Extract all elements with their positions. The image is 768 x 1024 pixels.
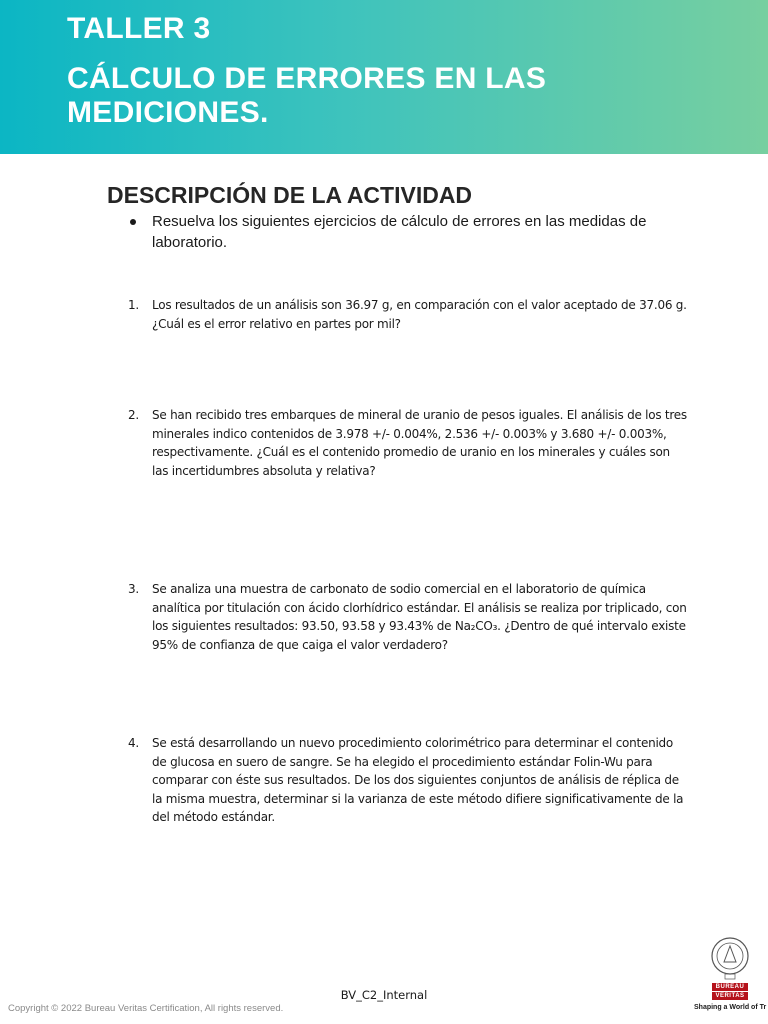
exercise-number: 3. xyxy=(128,582,139,596)
page-subtitle: CÁLCULO DE ERRORES EN LAS MEDICIONES. xyxy=(67,62,547,129)
exercise-item-2 xyxy=(128,406,688,480)
bullet-icon xyxy=(130,219,136,225)
brand-slogan: Shaping a World of Tr xyxy=(694,1004,767,1011)
exercise-item-3 xyxy=(128,580,688,654)
brand-line-2: VERITAS xyxy=(712,992,748,1000)
exercise-number: 1. xyxy=(128,298,139,312)
instruction-bullet xyxy=(130,211,670,253)
exercise-number: 4. xyxy=(128,736,139,750)
exercise-text: Se han recibido tres embarques de mineral de uranio de pesos iguales. El análisis de los tres minerales indico contenidos de 3.978 +/- 0.004%, 2.536 +/- 0.003% y 3.680 +/- 0.003%, respectivamente. ¿Cuál es el contenido promedio de uranio en los minerales y cuáles son las incertidumbres absoluta y relativa? xyxy=(152,408,687,478)
exercise-item-4 xyxy=(128,734,688,827)
seal-icon xyxy=(710,936,750,980)
exercise-item-1 xyxy=(128,296,688,333)
instruction-text: Resuelva los siguientes ejercicios de cálculo de errores en las medidas de laboratorio. xyxy=(152,213,647,251)
exercise-text: Se analiza una muestra de carbonato de sodio comercial en el laboratorio de química analítica por titulación con ácido clorhídrico estándar. El análisis se realiza por triplicado, con los siguientes resultados: 93.50, 93.58 y 93.43% de Na₂CO₃. ¿Dentro de qué intervalo existe 95% de confianza de que caiga el valor verdadero? xyxy=(152,582,687,652)
bureau-veritas-logo xyxy=(694,936,768,1022)
brand-line-1: BUREAU xyxy=(712,983,748,991)
exercise-number: 2. xyxy=(128,408,139,422)
classification-label: BV_C2_Internal xyxy=(340,988,428,1002)
page-title: TALLER 3 xyxy=(67,12,211,45)
copyright-text: Copyright © 2022 Bureau Veritas Certification, All rights reserved. xyxy=(8,1003,284,1014)
exercise-text: Los resultados de un análisis son 36.97 g, en comparación con el valor aceptado de 37.06 g. ¿Cuál es el error relativo en partes por mil? xyxy=(152,298,687,331)
header-banner xyxy=(0,0,768,154)
section-title: DESCRIPCIÓN DE LA ACTIVIDAD xyxy=(107,182,473,208)
exercise-text: Se está desarrollando un nuevo procedimiento colorimétrico para determinar el contenido de glucosa en suero de sangre. Se ha elegido el procedimiento estándar Folin-Wu para comparar con éste sus resultados. De los dos siguientes conjuntos de análisis de réplica de la misma muestra, determinar si la varianza de este método difiere significativamente de la del método estándar. xyxy=(152,736,684,824)
